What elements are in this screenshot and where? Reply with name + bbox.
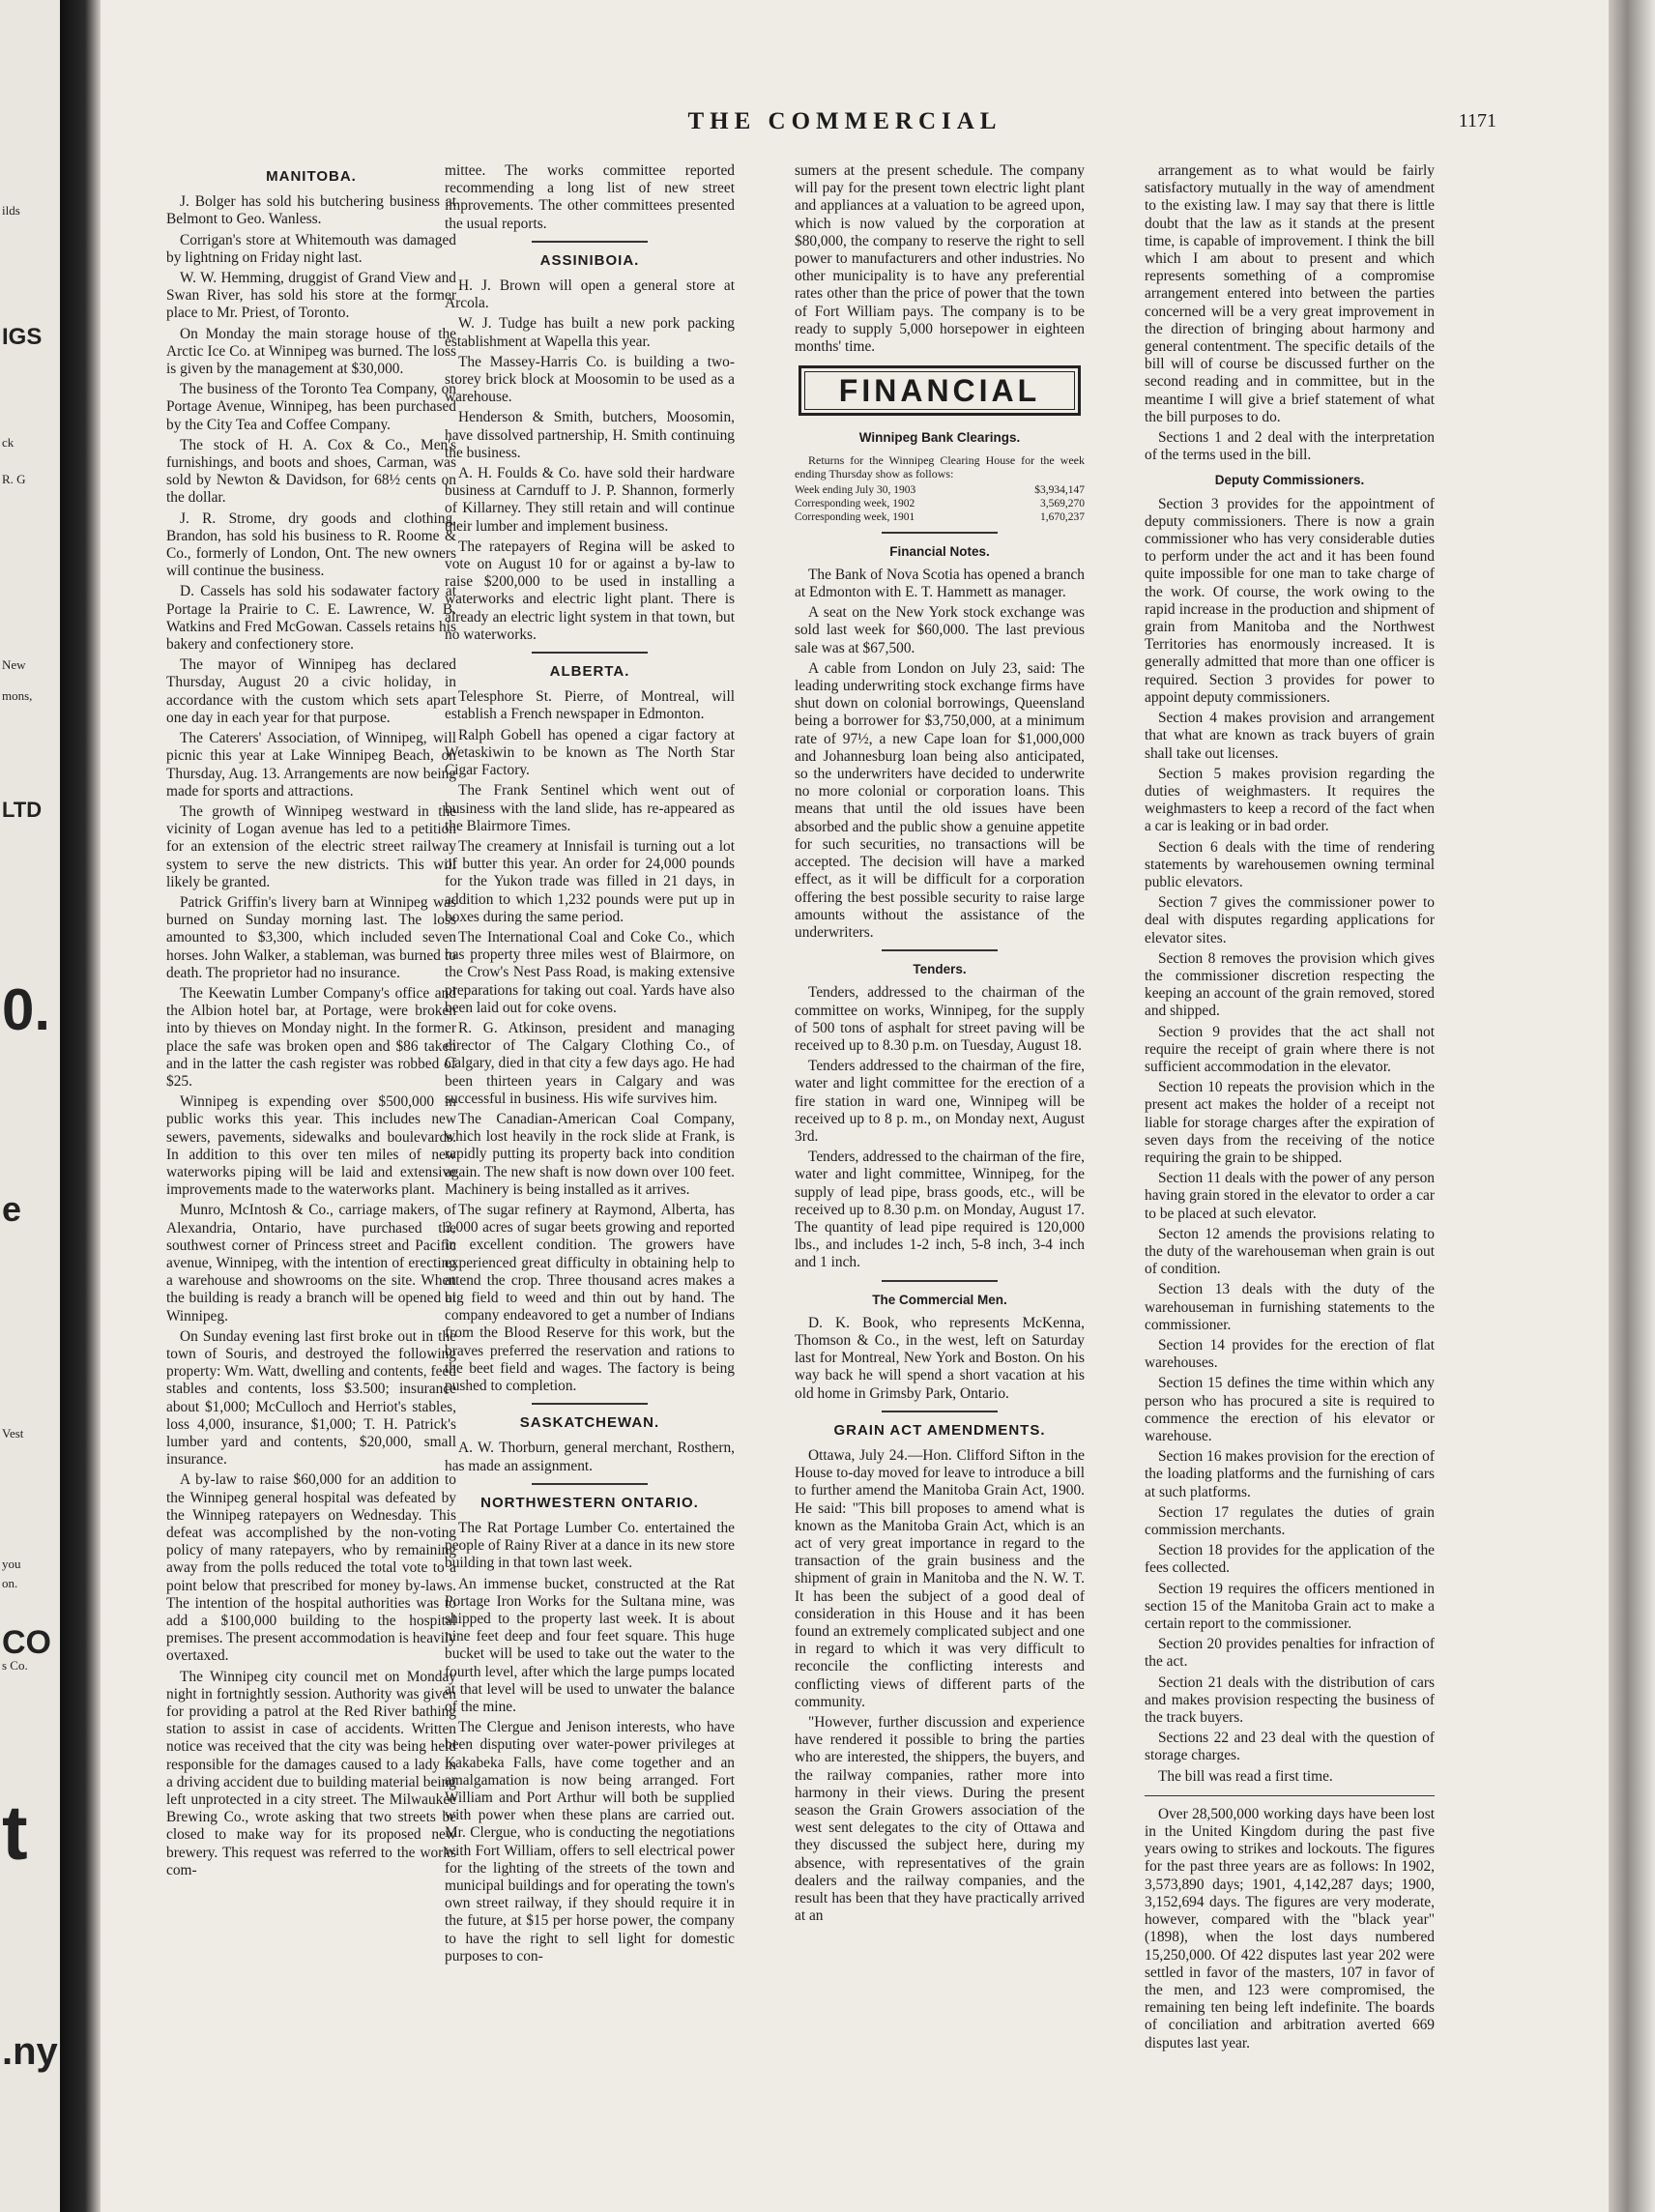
edge-text-fragment: t [2, 1790, 28, 1876]
column-2 [445, 162, 735, 1968]
divider [532, 1403, 648, 1405]
article-paragraph: A cable from London on July 23, said: The leading underwriting stock exchange firms have shut down on colonial borrowings, Queensland being a borrower for $3,750,000, at a minimum rate of 97½, a new Cape loan for $1,000,000 and Johannesburg loan being also anticipated, so the underwriters have decided to underwrite no more colonial or corporation loans. This means that until the old issues have been absorbed and the public show a genuine appetite for such securities, no transactions will be accepted. The decision will have a marked effect, as it will be difficult for a corporation offering the best possible security to raise large amounts without the assistance of the underwriters. [795, 659, 1085, 941]
article-paragraph: A seat on the New York stock exchange was sold last week for $60,000. The last previous sale was at $67,500. [795, 604, 1085, 656]
edge-text-fragment: mons, [2, 688, 33, 703]
clearings-value: 3,569,270 [1040, 497, 1085, 509]
article-paragraph: Corrigan's store at Whitemouth was damaged by lightning on Friday night last. [166, 231, 456, 266]
grain-act-items [795, 1447, 1085, 1925]
article-paragraph: On Monday the main storage house of the Arctic Ice Co. at Winnipeg was burned. The loss is given by the management at $30,000. [166, 325, 456, 378]
divider [532, 652, 648, 654]
article-paragraph: The sugar refinery at Raymond, Alberta, has 3,000 acres of sugar beets growing and reported in excellent condition. The growers have experienced great difficulty in obtaining help to attend the crop. Three thousand acres makes a big field to weed and thin out by hand. The company endeavored to get a number of Indians from the Blood Reserve for this work, but the braves preferred the reservation and rations to the beet field and wages. The factory is being pushed to completion. [445, 1201, 735, 1394]
clearings-label: Corresponding week, 1901 [795, 510, 915, 523]
edge-text-fragment: .ny [2, 2030, 58, 2073]
northwestern-ontario-items [445, 1520, 735, 1965]
article-paragraph: Patrick Griffin's livery barn at Winnipeg was burned on Sunday morning last. The loss amounted to $3,300, which included seven horses. John Walker, a stableman, was burned to death. The proprietor had no insurance. [166, 893, 456, 981]
article-paragraph: The creamery at Innisfail is turning out a lot of butter this year. An order for 24,000 pounds for the Yukon trade was filled in 21 days, in addition to which 1,232 pounds were put up in boxes during the same period. [445, 837, 735, 925]
article-paragraph: Tenders addressed to the chairman of the fire, water and light committee for the erection of a fire station in ward one, Winnipeg will be received up to 8 p. m., on Monday next, August 3rd. [795, 1058, 1085, 1145]
continued-paragraph: sumers at the present schedule. The company will pay for the present town electric light plant and appliances at a valuation to be agreed upon, which is now valued by the corporation at $80,000, the company to reserve the right to sell power to manufacturers and other industries. No other municipality is to have any preferential rates other than the price of power that the town of Fort William pays. The company is to be ready to supply 5,000 horsepower in eighteen months' time. [795, 162, 1085, 356]
article-paragraph: arrangement as to what would be fairly satisfactory mutually in the way of amendment to the existing law. I may say that there is little doubt that the law as it stands at the present time, is capable of improvement. I think the bill which I am about to present and which represents something of a compromise arrangement entered into between the parties concerned will be a very great improvement in the direction of bringing about harmony and general contentment. The specific details of the bill will of course be discussed further on the second reading and in committee, but in the meantime I will give a brief statement of what the bill purposes to do. [1145, 162, 1435, 425]
article-paragraph: Section 9 provides that the act shall not require the receipt of grain where there is not sufficient accommodation in the elevator. [1145, 1023, 1435, 1075]
edge-text-fragment: you [2, 1557, 21, 1571]
article-paragraph: The ratepayers of Regina will be asked to vote on August 10 for or against a by-law to raise $200,000 to be used in installing a waterworks and electric light plant. There is already an electric light system in that town, but no waterworks. [445, 538, 735, 643]
clearings-note: Returns for the Winnipeg Clearing House for the week ending Thursday show as follows: [795, 452, 1085, 480]
edge-text-fragment: on. [2, 1576, 18, 1590]
page-number: 1171 [1458, 110, 1496, 131]
clearings-row [795, 510, 1085, 524]
article-paragraph: Section 13 deals with the duty of the warehouseman in furnishing statements to the commissioner. [1145, 1281, 1435, 1333]
subheading-tenders: Tenders. [913, 962, 967, 977]
clearings-label: Corresponding week, 1902 [795, 497, 915, 509]
clearings-row [795, 497, 1085, 510]
tenders-items [795, 984, 1085, 1271]
strikes-paragraph: Over 28,500,000 working days have been lost in the United Kingdom during the past five years owing to strikes and lockouts. The figures for the past three years are as follows: In 1902, 3,573,890 days; 1901, 4,142,287 days; 1900, 3,152,694 days. The figures are very moderate, however, compared with the "black year" (1898), when the lost days numbered 15,250,000. Of 422 disputes last year 202 were settled in favor of the masters, 107 in favor of the men, and 123 were compromised, the remaining ten being left indefinite. The boards of conciliation and arbitration averted 669 disputes last year. [1145, 1805, 1435, 2052]
article-paragraph: R. G. Atkinson, president and managing director of The Calgary Clothing Co., of Calgary, died in that city a few days ago. He had been thirteen years in Calgary and was successful in business. His wife survives him. [445, 1019, 735, 1107]
article-paragraph: Section 14 provides for the erection of flat warehouses. [1145, 1337, 1435, 1372]
article-paragraph: W. W. Hemming, druggist of Grand View and Swan River, has sold his store at the former place to Mr. Priest, of Toronto. [166, 270, 456, 322]
divider [882, 532, 998, 534]
commercial-men-items [795, 1315, 1085, 1403]
section-heading-manitoba: MANITOBA. [266, 168, 357, 185]
column-3 [795, 162, 1085, 1928]
financial-banner-text: FINANCIAL [804, 371, 1075, 410]
financial-banner [798, 365, 1081, 416]
article-paragraph: Section 3 provides for the appointment of deputy commissioners. There is now a grain commissioner who has very considerable duties to perform under the act and it has been found quite impossible for one man to take charge of the work. Of course, the work owing to the rapid increase in the production and shipment of grain from Manitoba and the Northwest Territories has enormously increased. It is generally admitted that more than one officer is required. Section 3 provides for power to appoint deputy commissioners. [1145, 495, 1435, 706]
article-paragraph: The Frank Sentinel which went out of business with the land slide, has re-appeared as the Blairmore Times. [445, 782, 735, 834]
page-gutter [62, 0, 101, 2212]
continued-paragraph: mittee. The works committee reported recommending a long list of new street improvements. The other committees presented the usual reports. [445, 162, 735, 232]
article-paragraph: Tenders, addressed to the chairman of the committee on works, Winnipeg, for the supply of 500 tons of asphalt for street paving will be received up to 8.30 p.m. on Tuesday, August 18. [795, 984, 1085, 1054]
column-1 [166, 162, 456, 1882]
article-paragraph: The Caterers' Association, of Winnipeg, will picnic this year at Lake Winnipeg Beach, on Thursday, Aug. 13. Arrangements are now being made for sports and attractions. [166, 730, 456, 800]
article-paragraph: Section 4 makes provision and arrangement that what are known as track buyers of grain shall take out licenses. [1145, 710, 1435, 762]
article-paragraph: J. R. Strome, dry goods and clothing, Brandon, has sold his business to R. Roome & Co., formerly of London, Ont. The new owners will continue the business. [166, 509, 456, 580]
article-paragraph: Section 18 provides for the application of the fees collected. [1145, 1542, 1435, 1577]
article-paragraph: A. W. Thorburn, general merchant, Rosthern, has made an assignment. [445, 1440, 735, 1474]
article-paragraph: A by-law to raise $60,000 for an addition to the Winnipeg general hospital was defeated by the Winnipeg ratepayers on Wednesday. This defeat was accomplished by the non-voting policy of many ratepayers, who by remaining away from the polls reduced the total vote to a point below that prescribed for money by-laws. The intention of the hospital authorities was to add a $100,000 building to the hospital premises. The present accommodation is heavily overtaxed. [166, 1471, 456, 1665]
adjacent-page-edge [0, 0, 62, 2212]
divider [882, 1280, 998, 1282]
article-paragraph: The Winnipeg city council met on Monday night in fortnightly session. Authority was given for providing a patrol at the Red River bathing station to assist in case of accidents. Written notice was received that the city was being held responsible for the damages caused to a lady in a driving accident due to building material being left unprotected in a city street. The Milwaukee Brewing Co., wrote asking that two streets be closed to make way for its proposed new brewery. This request was referred to the works com- [166, 1668, 456, 1878]
article-paragraph: The Rat Portage Lumber Co. entertained the people of Rainy River at a dance in its new store building in that town last week. [445, 1520, 735, 1572]
edge-text-fragment: R. G [2, 472, 26, 486]
divider [532, 1483, 648, 1485]
article-paragraph: Tenders, addressed to the chairman of the fire, water and light committee, Winnipeg, for the supply of lead pipe, brass goods, etc., will be received up to 8.30 p.m. on Monday, August 17. The quantity of lead pipe required is 120,000 lbs., and includes 1-2 inch, 5-8 inch, 3-4 inch and 1 inch. [795, 1149, 1085, 1271]
article-paragraph: Munro, McIntosh & Co., carriage makers, of Alexandria, Ontario, have purchased the southwest corner of Princess street and Pacific avenue, Winnipeg, with the intention of erecting a warehouse and showrooms on the site. When the building is ready a branch will be opened at Winnipeg. [166, 1202, 456, 1324]
section-heading-alberta: ALBERTA. [549, 663, 630, 681]
article-paragraph: The Bank of Nova Scotia has opened a branch at Edmonton with E. T. Hammett as manager. [795, 566, 1085, 601]
section-heading-northwestern-ontario: NORTHWESTERN ONTARIO. [480, 1494, 699, 1511]
edge-text-fragment: CO [2, 1624, 51, 1661]
edge-text-fragment: e [2, 1189, 22, 1229]
edge-text-fragment: s Co. [2, 1658, 28, 1673]
divider [882, 949, 998, 951]
article-paragraph: Henderson & Smith, butchers, Moosomin, have dissolved partnership, H. Smith continuing the business. [445, 409, 735, 461]
alberta-items [445, 688, 735, 1395]
column-4 [1145, 162, 1435, 2055]
article-paragraph: Section 17 regulates the duties of grain commission merchants. [1145, 1503, 1435, 1539]
subheading-bank-clearings: Winnipeg Bank Clearings. [858, 430, 1021, 446]
article-paragraph: The mayor of Winnipeg has declared Thursday, August 20 a civic holiday, in accordance with the custom which sets apart one day in each year for that purpose. [166, 656, 456, 726]
article-paragraph: The Clergue and Jenison interests, who have been disputing over water-power privileges at Kakabeka Falls, have come together and an amalgamation is now being arranged. Fort William and Port Arthur will both be supplied with power when these plans are carried out. Mr. Clergue, who is conducting the negotiations with Fort William, offers to sell electrical power for the lighting of the streets of the town and municipal buildings and for operating the town's own street railway, if they should require it in the future, at $15 per horse power, the company to have the right to sell light for domestic purposes to con- [445, 1719, 735, 1965]
edge-text-fragment: ilds [2, 203, 20, 218]
article-paragraph: An immense bucket, constructed at the Rat Portage Iron Works for the Sultana mine, was shipped to the property last week. It is about nine feet deep and four feet square. This huge bucket will be used to take out the water to the fourth level, after which the large pumps located at that level will be used to unwater the balance of the mine. [445, 1575, 735, 1716]
article-paragraph: Section 21 deals with the distribution of cars and makes provision respecting the business of the track buyers. [1145, 1674, 1435, 1727]
clearings-table [795, 483, 1085, 524]
article-paragraph: J. Bolger has sold his butchering business at Belmont to Geo. Wanless. [166, 193, 456, 228]
article-paragraph: Sections 22 and 23 deal with the question of storage charges. [1145, 1730, 1435, 1764]
article-paragraph: Section 11 deals with the power of any person having grain stored in the elevator to order a car to be placed at such elevator. [1145, 1170, 1435, 1222]
section-heading-saskatchewan: SASKATCHEWAN. [519, 1414, 660, 1432]
article-paragraph: The Canadian-American Coal Company, which lost heavily in the rock slide at Frank, is rapidly putting its property back into condition again. The new shaft is now down over 100 feet. Machinery is being installed as it arrives. [445, 1110, 735, 1198]
subheading-financial-notes: Financial Notes. [889, 543, 990, 559]
article-paragraph: Section 8 removes the provision which gives the commissioner discretion respecting the keeping an account of the grain removed, stored and shipped. [1145, 949, 1435, 1020]
section-heading-grain-act: GRAIN ACT AMENDMENTS. [833, 1421, 1046, 1439]
article-paragraph: W. J. Tudge has built a new pork packing establishment at Wapella this year. [445, 315, 735, 350]
article-paragraph: The business of the Toronto Tea Company, on Portage Avenue, Winnipeg, has been purchased by the City Tea and Coffee Company. [166, 381, 456, 433]
article-paragraph: The bill was read a first time. [1158, 1767, 1333, 1785]
article-paragraph: Ralph Gobell has opened a cigar factory at Wetaskiwin to be known as The North Star Cigar Factory. [445, 726, 735, 779]
article-paragraph: H. J. Brown will open a general store at Arcola. [445, 277, 735, 312]
assiniboia-items [445, 277, 735, 644]
section-heading-assiniboia: ASSINIBOIA. [539, 251, 640, 269]
article-paragraph: Sections 1 and 2 deal with the interpretation of the terms used in the bill. [1145, 429, 1435, 464]
clearings-value: 1,670,237 [1040, 510, 1085, 523]
edge-text-fragment: Vest [2, 1426, 24, 1441]
article-paragraph: Secton 12 amends the provisions relating to the duty of the warehouseman when grain is out of condition. [1145, 1225, 1435, 1278]
article-paragraph: On Sunday evening last first broke out in the town of Souris, and destroyed the following property: Wm. Watt, dwelling and contents, feed stables and contents, loss $3.500; insurance about $1,000; McCulloch and Herriot's stables, loss 4,000, insurance, $1,000; T. H. Patrick's lumber yard and contents, $20,000, small insurance. [166, 1327, 456, 1469]
manitoba-items [166, 193, 456, 1879]
clearings-label: Week ending July 30, 1903 [795, 483, 916, 496]
article-paragraph: Section 15 defines the time within which any person who has procured a site is required to commence the erection of his elevator or warehouse. [1145, 1375, 1435, 1445]
article-paragraph: Winnipeg is expending over $500,000 in public works this year. This includes new sewers, pavements, sidewalks and boulevards. In addition to this over ten miles of new waterworks piping will be laid and extensive improvements made to the waterworks plant. [166, 1093, 456, 1199]
edge-text-fragment: IGS [2, 324, 43, 350]
article-paragraph: The growth of Winnipeg westward in the vicinity of Logan avenue has led to a petition for an extension of the electric street railway system to serve the new districts. This will likely be granted. [166, 802, 456, 890]
article-paragraph: D. K. Book, who represents McKenna, Thomson & Co., in the west, left on Saturday last for Montreal, New York and Boston. On his way back he will spend a short vacation at his old home in Grimsby Park, Ontario. [795, 1314, 1085, 1402]
edge-text-fragment: 0. [2, 977, 51, 1042]
article-paragraph: The stock of H. A. Cox & Co., Men's furnishings, and boots and shoes, Carman, was sold by Newton & Davidson, for 68½ cents on the dollar. [166, 436, 456, 507]
grain-act-continued [1145, 162, 1435, 464]
article-paragraph: The Massey-Harris Co. is building a two-storey brick block at Moosomin to be used as a warehouse. [445, 353, 735, 406]
article-paragraph: D. Cassels has sold his sodawater factory at Portage la Prairie to C. E. Lawrence, W. B. Watkins and Fred McGowan. Cassels retains his bakery and confectionery store. [166, 583, 456, 654]
edge-text-fragment: New [2, 657, 26, 672]
running-title: THE COMMERCIAL [687, 108, 1002, 134]
article-paragraph: Section 5 makes provision regarding the duties of weighmasters. It requires the weighmasters to keep a record of the fact when a car is leaking or in bad order. [1145, 765, 1435, 835]
divider [1145, 1795, 1435, 1796]
article-paragraph: The Keewatin Lumber Company's office and the Albion hotel bar, at Portage, were broken into by thieves on Monday night. In the former place the safe was broken open and $86 taken and in the latter the cash register was robbed of $25. [166, 984, 456, 1090]
article-paragraph: Section 6 deals with the time of rendering statements by warehousemen owning terminal public elevators. [1145, 838, 1435, 890]
article-paragraph: Ottawa, July 24.—Hon. Clifford Sifton in the House to-day moved for leave to introduce a bill to further amend the Manitoba Grain Act, 1900. He said: "This bill proposes to amend what is known as the Manitoba Grain Act, which is an act of very great importance in regard to the transaction of the grain business and the shipment of grain in Manitoba and the N. W. T. It has been the subject of a good deal of consideration in this House and it has been found an extremely complicated subject and one in regard to which it was very difficult to reconcile the conflicting interests and conflicting views of different parts of the community. [795, 1446, 1085, 1710]
article-paragraph: "However, further discussion and experience have rendered it possible to bring the parties who are interested, the shippers, the buyers, and the railway companies, rather more into harmony in their views. During the present season the Grain Growers association of the west sent delegates to the city of Ottawa and they discussed the subject here, during my absence, with representatives of the grain dealers and the railway companies, and the result has been that they have practically arrived at an [795, 1714, 1085, 1925]
bill-sections [1145, 496, 1435, 1786]
subheading-commercial-men: The Commercial Men. [872, 1292, 1007, 1307]
article-paragraph: Section 7 gives the commissioner power to deal with disputes regarding applications for elevator sites. [1145, 894, 1435, 946]
article-paragraph: Telesphore St. Pierre, of Montreal, will establish a French newspaper in Edmonton. [445, 688, 735, 723]
edge-text-fragment: LTD [2, 798, 43, 822]
clearings-value: $3,934,147 [1034, 483, 1085, 496]
newspaper-page [101, 0, 1609, 2212]
divider [532, 241, 648, 243]
divider [882, 1411, 998, 1412]
page-right-edge [1609, 0, 1655, 2212]
article-paragraph: Section 20 provides penalties for infraction of the act. [1145, 1636, 1435, 1671]
article-paragraph: Section 19 requires the officers mentioned in section 15 of the Manitoba Grain act to make a certain report to the commissioner. [1145, 1580, 1435, 1633]
financial-notes-items [795, 567, 1085, 942]
saskatchewan-items [445, 1440, 735, 1474]
subheading-deputy-commissioners: Deputy Commissioners. [1214, 473, 1365, 488]
article-paragraph: A. H. Foulds & Co. have sold their hardware business at Carnduff to J. P. Shannon, formerly of Killarney. They still retain and will continue their lumber and implement business. [445, 465, 735, 535]
article-paragraph: Section 16 makes provision for the erection of the loading platforms and the furnishing of cars at such platforms. [1145, 1448, 1435, 1500]
edge-text-fragment: ck [2, 435, 15, 450]
article-paragraph: The International Coal and Coke Co., which has property three miles west of Blairmore, on the Crow's Nest Pass Road, is making extensive preparations for taking out coal. Yards have also been laid out for coke ovens. [445, 928, 735, 1016]
page-header [101, 108, 1609, 143]
article-paragraph: Section 10 repeats the provision which in the present act makes the holder of a receipt not liable for storage charges after the expiration of seven days from the receiving of the notice requiring the grain to be shipped. [1145, 1079, 1435, 1166]
clearings-row [795, 483, 1085, 497]
